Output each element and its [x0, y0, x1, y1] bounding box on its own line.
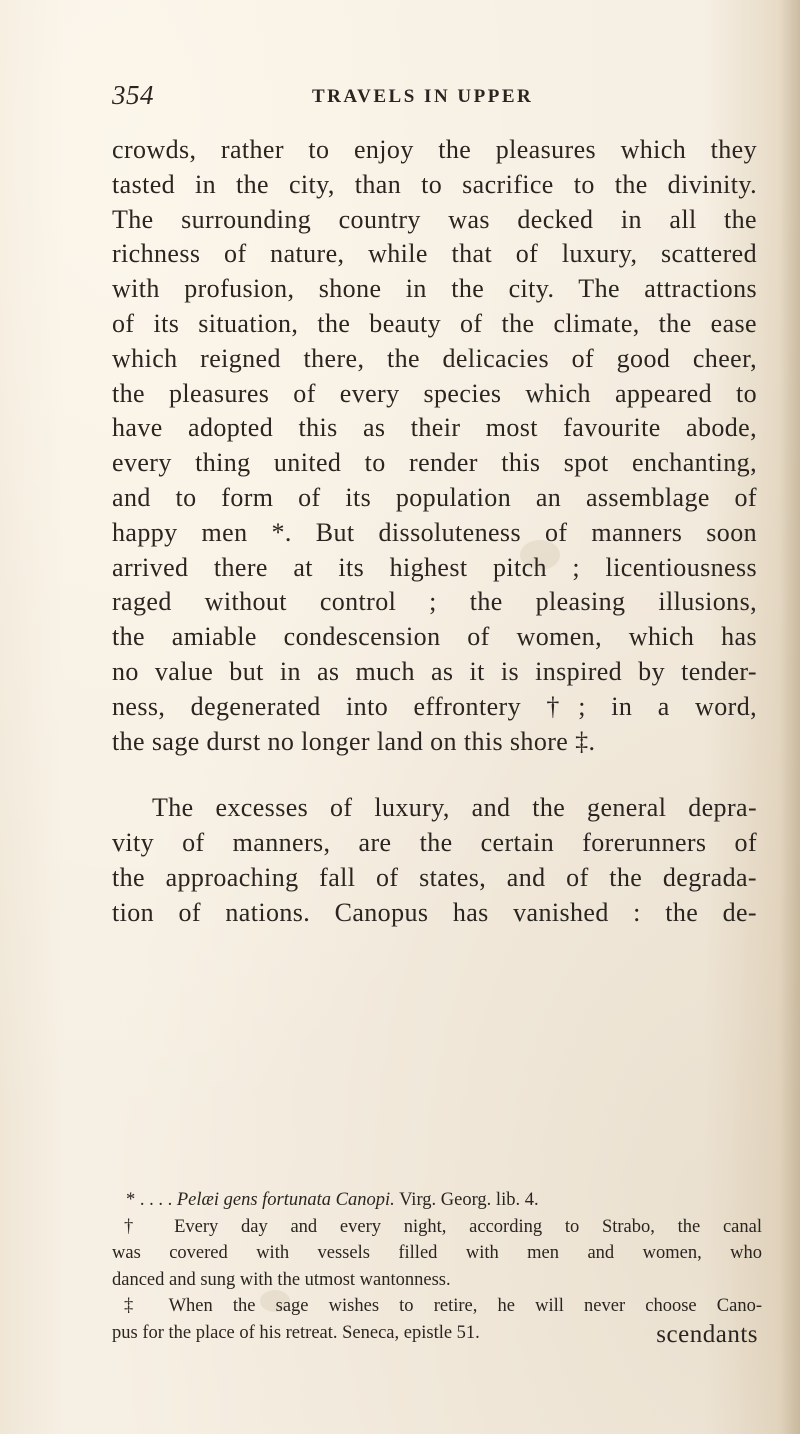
- text-line: happy men *. But dissoluteness of manners soon: [112, 517, 757, 547]
- footnote-2-line: † Every day and every night, according to Strabo, the canal: [124, 1216, 762, 1237]
- text-line: no value but in as much as it is inspired by tender-: [112, 656, 757, 686]
- page-number: 354: [112, 80, 154, 110]
- text-line: richness of nature, while that of luxury, scattered: [112, 239, 757, 269]
- text-line: the sage durst no longer land on this shore ‡.: [112, 726, 596, 756]
- text-line: the amiable condescension of women, which has: [112, 622, 757, 652]
- text-line: vity of manners, are the certain forerunners of: [112, 828, 757, 858]
- footnote-3-line: ‡ When the sage wishes to retire, he will never choose Cano-: [124, 1296, 762, 1317]
- text-line: every thing united to render this spot enchanting,: [112, 448, 757, 478]
- catchword: scendants: [656, 1321, 758, 1348]
- text-line: the pleasures of every species which appeared to: [112, 378, 757, 408]
- footnote-1-mark: * . . . .: [126, 1190, 173, 1210]
- text-line: tion of nations. Canopus has vanished : the de-: [112, 897, 757, 927]
- text-line: arrived there at its highest pitch ; licentiousness: [112, 552, 757, 582]
- text-line: tasted in the city, than to sacrifice to the divinity.: [112, 169, 757, 199]
- text-line: which reigned there, the delicacies of good cheer,: [112, 343, 757, 373]
- page-header: [112, 80, 752, 120]
- footnote-3-line: pus for the place of his retreat. Seneca, epistle 51.: [112, 1322, 480, 1343]
- text-line: with profusion, shone in the city. The attractions: [112, 274, 757, 304]
- text-line: crowds, rather to enjoy the pleasures which they: [112, 135, 757, 164]
- text-line: The surrounding country was decked in all the: [112, 204, 757, 234]
- footnote-1: [112, 1187, 762, 1214]
- text-line: ness, degenerated into effrontery †; in a word,: [112, 691, 757, 721]
- text-line: have adopted this as their most favourite abode,: [112, 413, 757, 443]
- page-edge-shadow: [780, 0, 800, 1434]
- text-line: raged without control ; the pleasing illusions,: [112, 587, 757, 617]
- text-line: The excesses of luxury, and the general depra-: [152, 793, 757, 823]
- footnote-1-latin: Pelæi gens fortunata Canopi.: [176, 1190, 395, 1210]
- footnote-1-ref: Virg. Georg. lib. 4.: [399, 1190, 539, 1210]
- running-head: TRAVELS IN UPPER: [312, 86, 534, 107]
- text-line: the approaching fall of states, and of the degrada-: [112, 862, 757, 892]
- footnote-2-line: was covered with vessels filled with men and women, who: [112, 1243, 762, 1264]
- text-line: of its situation, the beauty of the climate, the ease: [112, 308, 757, 338]
- text-line: and to form of its population an assemblage of: [112, 482, 757, 512]
- paragraph-gap: [112, 759, 757, 791]
- main-text: [112, 133, 757, 931]
- footnote-2-line: danced and sung with the utmost wantonness.: [112, 1269, 451, 1290]
